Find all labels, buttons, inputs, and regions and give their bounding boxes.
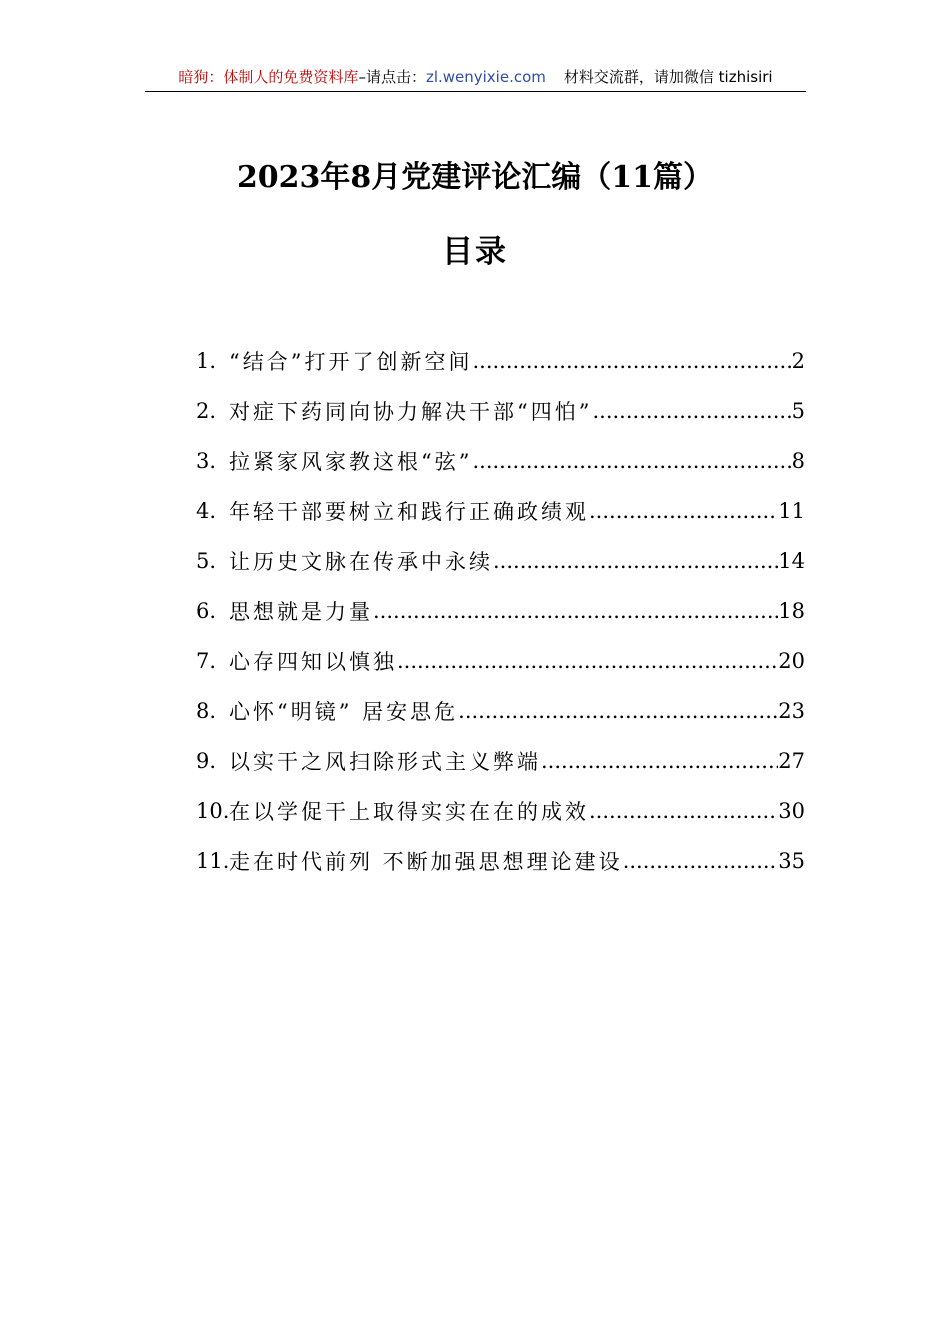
toc-entry[interactable] [196,336,805,386]
toc-entry-number: 6. [196,599,217,623]
header-url-link[interactable]: zl.wenyixie.com [425,67,546,86]
document-title: 2023年8月党建评论汇编（11篇） [236,160,714,195]
toc-entry-title: 以实干之风扫除形式主义弊端 [229,750,541,774]
toc-entry[interactable] [196,686,805,736]
toc-leader-dots [493,549,778,573]
toc-entry-number: 3. [196,449,217,473]
toc-entry-page: 11 [778,499,805,523]
header-contact: 材料交流群，请加微信 tizhisiri [563,68,773,86]
toc-entry[interactable] [196,586,805,636]
toc-heading: 目录 [442,234,508,270]
toc-entry-number: 2. [196,399,217,423]
toc-leader-dots [592,399,791,423]
toc-entry-page: 5 [791,399,805,423]
toc-leader-dots [472,349,791,373]
toc-entry-number: 4. [196,499,217,523]
toc-entry-page: 30 [778,799,805,823]
toc-entry[interactable] [196,436,805,486]
table-of-contents [196,336,805,886]
toc-leader-dots [589,499,778,523]
header-prompt: –请点击： [358,68,426,86]
toc-entry[interactable] [196,636,805,686]
toc-entry-title: 让历史文脉在传承中永续 [229,550,493,574]
toc-entry-title: 年轻干部要树立和践行正确政绩观 [229,500,589,524]
toc-entry-page: 18 [778,599,805,623]
toc-leader-dots [397,649,778,673]
toc-entry-page: 8 [791,449,805,473]
toc-entry-title: “结合”打开了创新空间 [229,350,473,374]
toc-entry-number: 10. [196,799,230,823]
toc-entry-title: 思想就是力量 [229,600,373,624]
toc-leader-dots [541,749,778,773]
toc-entry[interactable] [196,736,805,786]
toc-entry-page: 35 [778,849,805,873]
toc-leader-dots [623,849,779,873]
toc-entry[interactable] [196,486,805,536]
header-brand: 暗狗：体制人的免费资料库 [178,68,359,86]
toc-entry-page: 2 [791,349,805,373]
toc-entry-title: 对症下药同向协力解决干部“四怕” [229,400,593,424]
toc-entry-title: 心怀“明镜” 居安思危 [229,700,459,724]
toc-entry[interactable] [196,536,805,586]
toc-entry-title: 在以学促干上取得实实在在的成效 [229,800,589,824]
toc-entry-title: 拉紧家风家教这根“弦” [229,450,473,474]
toc-entry-number: 8. [196,699,217,723]
toc-entry-number: 11. [196,849,230,873]
toc-entry-number: 9. [196,749,217,773]
toc-entry-number: 1. [196,349,217,373]
toc-leader-dots [373,599,778,623]
toc-entry-number: 7. [196,649,217,673]
toc-leader-dots [472,449,791,473]
page-header [145,62,806,92]
toc-leader-dots [589,799,778,823]
toc-entry[interactable] [196,386,805,436]
toc-entry-title: 走在时代前列 不断加强思想理论建设 [229,850,623,874]
toc-entry[interactable] [196,786,805,836]
toc-entry-page: 23 [778,699,805,723]
toc-entry-number: 5. [196,549,217,573]
toc-entry-page: 20 [778,649,805,673]
toc-leader-dots [458,699,778,723]
toc-entry-page: 14 [778,549,805,573]
toc-entry[interactable] [196,836,805,886]
toc-entry-title: 心存四知以慎独 [229,650,397,674]
toc-entry-page: 27 [778,749,805,773]
